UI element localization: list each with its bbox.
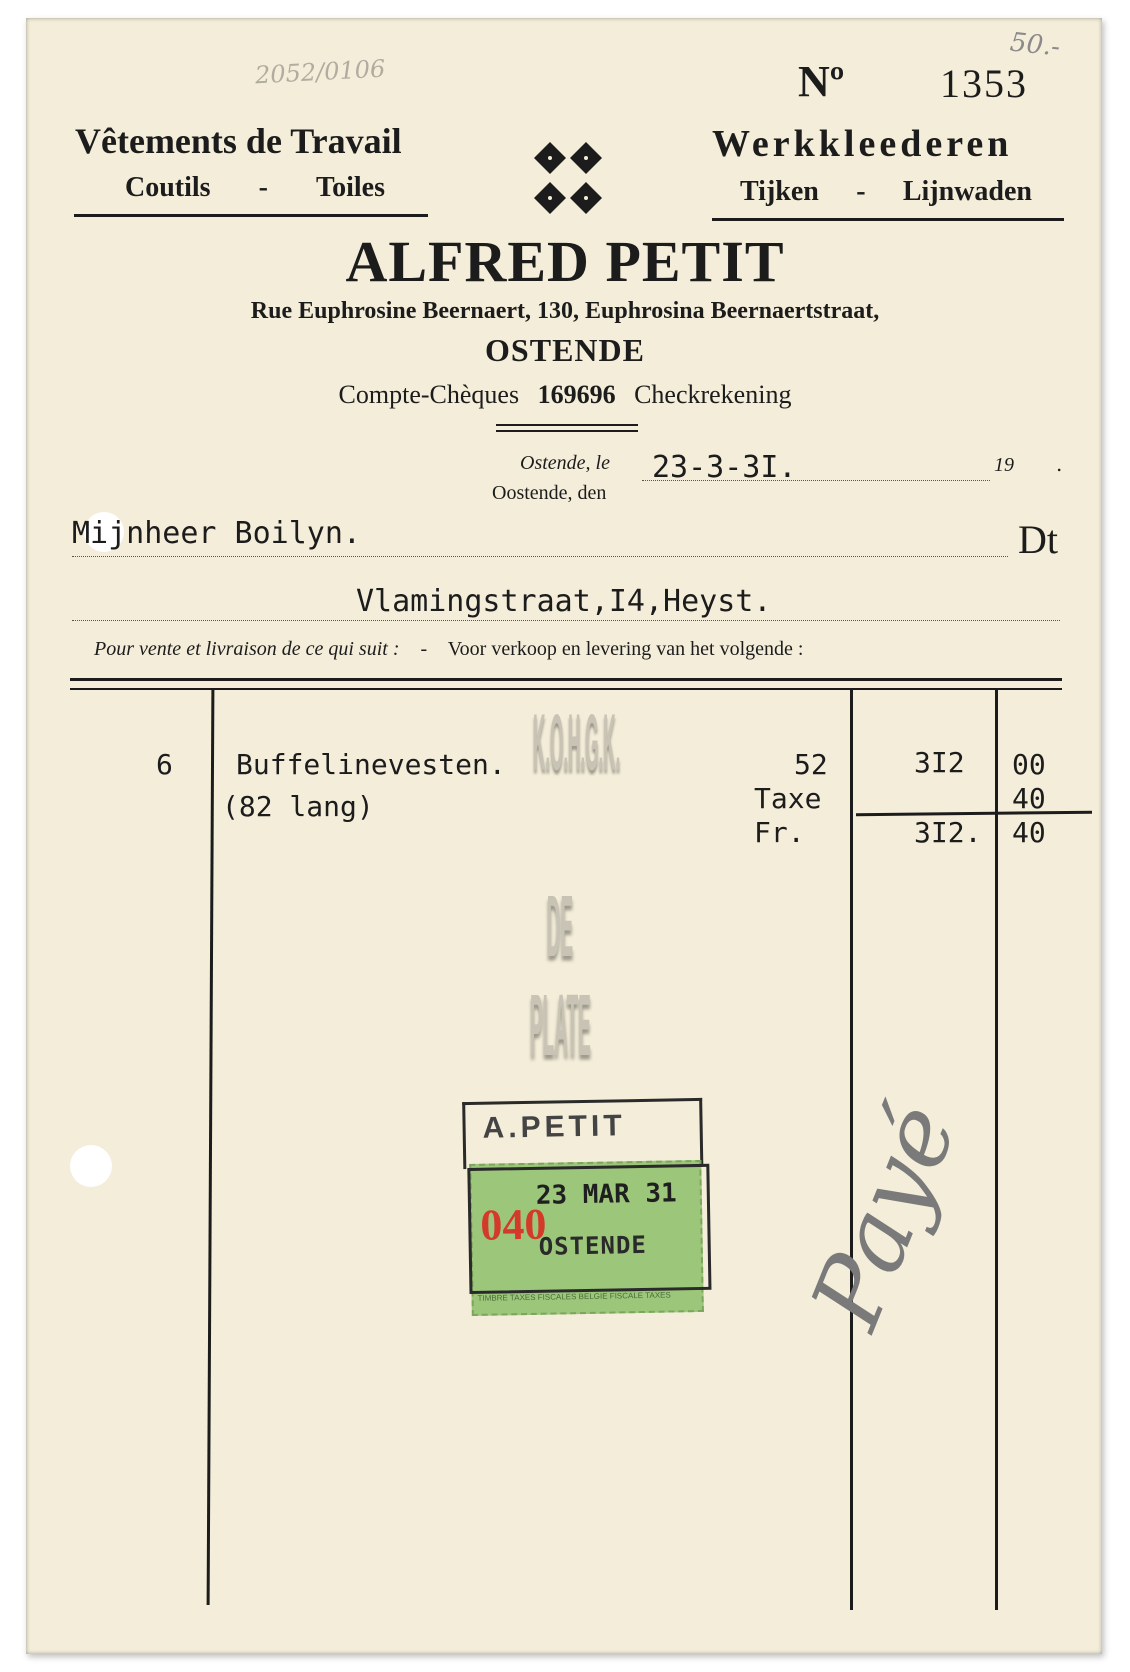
header-right-title: Werkkleederen — [712, 123, 1013, 165]
header-left-sub-dash: - — [258, 172, 268, 203]
header-left-rule — [74, 214, 428, 217]
header-left-sub-1: Coutils — [125, 172, 211, 203]
header-right-subtitle — [740, 176, 1032, 208]
date-year-suffix: . — [1056, 452, 1063, 476]
table-col-line-3 — [995, 690, 998, 1610]
intro-fr: Pour vente et livraison de ce qui suit : — [94, 638, 400, 660]
invoice-number: 1353 — [940, 61, 1028, 106]
invoice-number-label: Nº — [798, 57, 845, 106]
table-top-rule-1 — [70, 678, 1062, 681]
stamp-date: 23 MAR 31 — [535, 1178, 677, 1211]
double-rule-bottom — [496, 430, 638, 432]
watermark-line-2: DE PLATE — [530, 880, 591, 1076]
payment-signature: Payé — [789, 1089, 980, 1343]
header-right-rule — [712, 218, 1064, 221]
date-year-prefix: 19 — [994, 454, 1014, 476]
header-left-sub-2: Toiles — [316, 172, 385, 203]
header-right-sub-1: Tijken — [740, 176, 819, 207]
intro-sep: - — [420, 638, 428, 660]
cheque-line — [0, 380, 1130, 410]
date-label-fr: Ostende, le — [520, 452, 610, 474]
stamp-value: 040 — [479, 1199, 547, 1250]
header-left-title: Vêtements de Travail — [75, 121, 402, 161]
diamond-logo-icon — [530, 140, 606, 216]
pencil-note-top-left: 2052/0106 — [254, 54, 386, 90]
cheque-label-nl: Checkrekening — [634, 380, 792, 409]
fiscal-stamp — [462, 1098, 706, 1314]
header-right-sub-2: Lijnwaden — [902, 176, 1032, 207]
date-dotted-line — [642, 480, 990, 481]
cheque-number: 169696 — [537, 380, 616, 409]
total-dec: 40 — [1012, 816, 1046, 849]
intro-nl: Voor verkoop en levering van het volgende : — [447, 638, 804, 660]
table-top-rule-2 — [70, 688, 1062, 690]
recipient-name: Mijnheer Boilyn. — [72, 516, 361, 551]
recipient-dt — [1018, 516, 1058, 563]
total-int: 3I2. — [914, 816, 982, 849]
tax-label: Taxe — [754, 782, 822, 815]
total-label: Fr. — [754, 816, 805, 849]
company-city: OSTENDE — [485, 332, 645, 368]
watermark-line-1: K.O.H.G.K. — [533, 700, 621, 789]
item-desc-2: (82 lang) — [222, 790, 374, 823]
recipient-dotted-line — [72, 556, 1008, 557]
stamp-place: OSTENDE — [538, 1230, 648, 1261]
company-name: ALFRED PETIT — [345, 229, 785, 294]
date-label-nl: Oostende, den — [492, 482, 607, 504]
item-amount-int: 3I2 — [914, 746, 965, 779]
header-left-subtitle — [125, 172, 385, 204]
company-address: Rue Euphrosine Beernaert, 130, Euphrosina Beernaertstraat, — [250, 298, 880, 324]
stamp-top-text: A.PETIT — [482, 1109, 626, 1145]
date-value: 23-3-3I. — [652, 450, 797, 485]
punch-hole-bottom — [70, 1145, 112, 1187]
dt-label: Dt — [1018, 517, 1058, 562]
pencil-note-top-right: 50.- — [1008, 27, 1062, 63]
intro-line — [94, 638, 803, 661]
recipient-address: Vlamingstraat,I4,Heyst. — [356, 584, 772, 619]
stamp-bottom-text: TIMBRE TAXES FISCALES BELGIE FISCALE TAXES — [477, 1290, 671, 1303]
item-amount-dec: 00 — [1012, 748, 1046, 781]
tax-dec: 40 — [1012, 782, 1046, 815]
item-desc-1: Buffelinevesten. — [236, 748, 506, 781]
header-right-sub-dash: - — [856, 176, 866, 207]
cheque-label-fr: Compte-Chèques — [338, 380, 520, 409]
item-unit-price: 52 — [794, 748, 828, 781]
double-rule-top — [496, 424, 638, 426]
item-qty: 6 — [156, 748, 173, 781]
address-dotted-line — [72, 620, 1060, 621]
